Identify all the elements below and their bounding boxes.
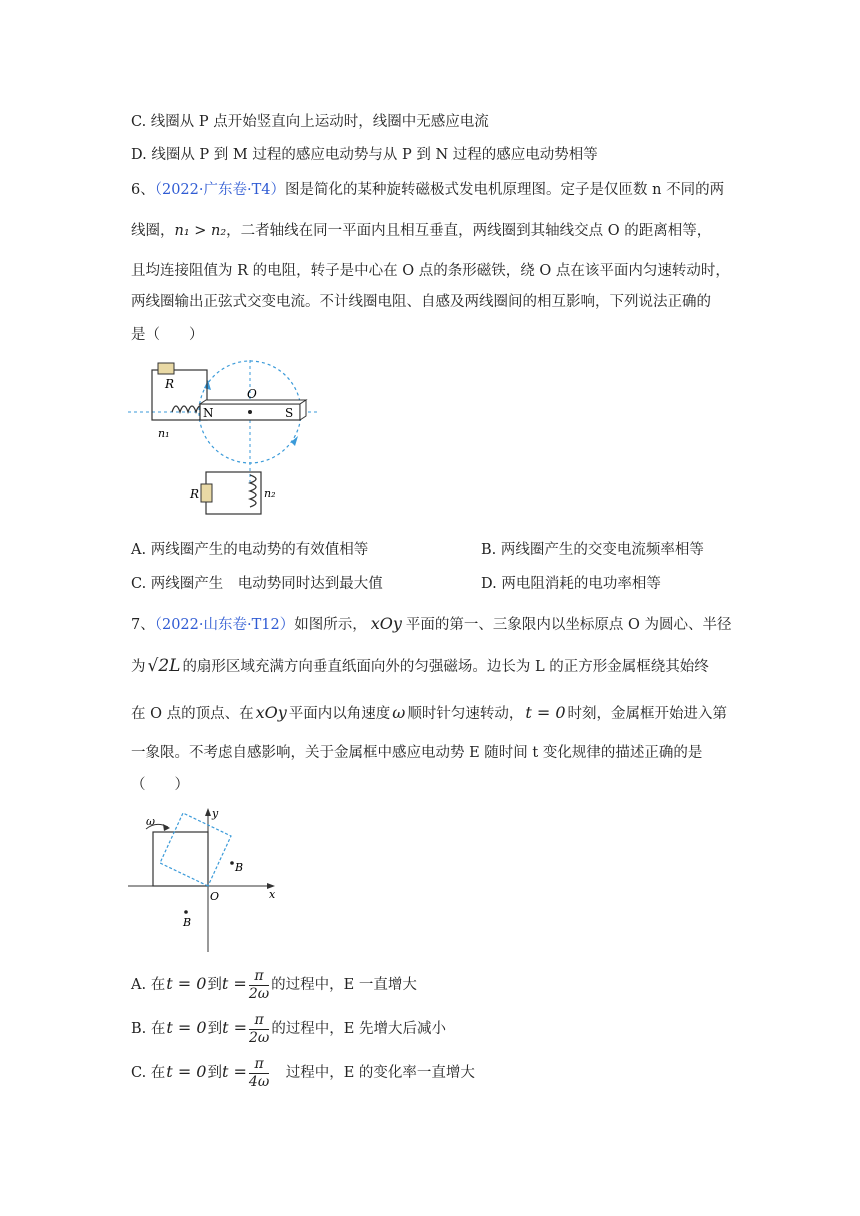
q6-generator-diagram bbox=[128, 360, 328, 520]
label-o: O bbox=[247, 387, 257, 401]
field-dot bbox=[184, 910, 188, 914]
q6-inequality: n₁ > n₂ bbox=[174, 223, 227, 239]
opt-a-prefix: A. 在 bbox=[131, 977, 166, 993]
q7-omega: ω bbox=[392, 703, 406, 722]
opt-c-prefix: C. 在 bbox=[131, 1065, 166, 1081]
q7-plane-2: xOy bbox=[255, 703, 287, 722]
rotation-arrow-icon bbox=[163, 824, 170, 831]
q7-option-c bbox=[131, 1052, 475, 1093]
coil-n2 bbox=[250, 475, 256, 507]
q6-option-a: A. 两线圈产生的电动势的有效值相等 bbox=[131, 542, 369, 558]
opt-c-t: t = bbox=[221, 1062, 247, 1081]
opt-b-prefix: B. 在 bbox=[131, 1021, 166, 1037]
label-n-pole: N bbox=[203, 406, 214, 420]
opt-b-fraction bbox=[249, 1012, 269, 1047]
label-b2: B bbox=[183, 916, 192, 929]
q7-text-2c: 的扇形区域充满方向垂直纸面向外的匀强磁场。边长为 L 的正方形金属框绕其始终 bbox=[182, 659, 709, 675]
opt-a-suffix: 的过程中，E 一直增大 bbox=[271, 977, 417, 993]
q7-text-3e: 顺时针匀速转动， bbox=[407, 706, 524, 722]
q6-line-2 bbox=[131, 221, 711, 241]
resistor-r1 bbox=[158, 363, 174, 374]
q6-number: 6、 bbox=[131, 182, 155, 198]
label-origin: O bbox=[210, 890, 220, 903]
q6-line-3: 且均连接阻值为 R 的电阻，转子是中心在 O 点的条形磁铁，绕 O 点在该平面内匀速转动时， bbox=[131, 263, 730, 279]
q6-text-1: 图是简化的某种旋转磁极式发电机原理图。定子是仅匝数 n 不同的两 bbox=[285, 182, 725, 198]
q6-source: （2022·广东卷·T4） bbox=[154, 182, 286, 198]
q6-option-d: D. 两电阻消耗的电功率相等 bbox=[481, 576, 661, 592]
opt-c-suffix: 过程中，E 的变化率一直增大 bbox=[271, 1065, 475, 1081]
opt-b-t0: t = 0 bbox=[166, 1018, 207, 1037]
opt-c-num: π bbox=[249, 1056, 269, 1074]
label-x: x bbox=[269, 888, 276, 901]
opt-c-to: 到 bbox=[207, 1065, 222, 1081]
opt-c-den: 4ω bbox=[248, 1073, 270, 1090]
q6-text-2a: 线圈， bbox=[131, 223, 175, 239]
q7-text-1a: 如图所示， bbox=[294, 617, 367, 633]
opt-b-t: t = bbox=[222, 1018, 247, 1037]
q7-text-2a: 为 bbox=[131, 659, 146, 675]
q6-line-5: 是（ ） bbox=[131, 327, 204, 343]
q7-rotating-frame-diagram bbox=[128, 805, 288, 955]
opt-a-den: 2ω bbox=[248, 985, 270, 1002]
q7-plane: xOy bbox=[370, 614, 402, 633]
q6-option-c: C. 两线圈产生 电动势同时达到最大值 bbox=[131, 576, 383, 592]
q7-text-3c: 平面内以角速度 bbox=[288, 706, 391, 722]
q7-line-1 bbox=[131, 614, 732, 635]
q7-text-1c: 平面的第一、三象限内以坐标原点 O 为圆心、半径 bbox=[405, 617, 732, 633]
opt-a-to: 到 bbox=[207, 977, 222, 993]
opt-b-num: π bbox=[249, 1012, 269, 1030]
opt-b-den: 2ω bbox=[248, 1029, 270, 1046]
q7-radius: √2L bbox=[147, 656, 181, 676]
q6-text-2c: ，二者轴线在同一平面内且相互垂直，两线圈到其轴线交点 O 的距离相等， bbox=[226, 223, 712, 239]
label-s-pole: S bbox=[285, 406, 294, 420]
q7-line-5: （ ） bbox=[131, 777, 189, 793]
label-y: y bbox=[212, 807, 219, 820]
label-omega: ω bbox=[146, 815, 155, 828]
q7-option-a bbox=[131, 964, 417, 1005]
opt-a-t: t = bbox=[221, 974, 247, 993]
opt-c-fraction bbox=[249, 1056, 269, 1091]
resistor-r2 bbox=[201, 484, 212, 502]
q6-option-b: B. 两线圈产生的交变电流频率相等 bbox=[481, 542, 704, 558]
q5-option-d: D. 线圈从 P 到 M 过程的感应电动势与从 P 到 N 过程的感应电动势相等 bbox=[131, 147, 598, 163]
q7-source: （2022·山东卷·T12） bbox=[154, 617, 295, 633]
q6-line-1 bbox=[131, 180, 724, 200]
q5-option-c: C. 线圈从 P 点开始竖直向上运动时，线圈中无感应电流 bbox=[131, 114, 489, 130]
q7-text-3g: 时刻，金属框开始进入第 bbox=[567, 706, 728, 722]
label-r2: R bbox=[190, 487, 200, 501]
label-n1: n₁ bbox=[158, 427, 170, 440]
label-b1: B bbox=[235, 861, 244, 874]
q7-line-4: 一象限。不考虑自感影响，关于金属框中感应电动势 E 随时间 t 变化规律的描述正确的是 bbox=[131, 745, 703, 761]
q7-number: 7、 bbox=[131, 617, 155, 633]
opt-c-t0: t = 0 bbox=[166, 1062, 207, 1081]
label-r1: R bbox=[165, 377, 175, 391]
opt-a-t0: t = 0 bbox=[166, 974, 207, 993]
label-n2: n₂ bbox=[264, 487, 276, 500]
opt-a-fraction bbox=[249, 968, 269, 1003]
opt-a-num: π bbox=[249, 968, 269, 986]
q7-option-b bbox=[131, 1008, 446, 1049]
y-axis-arrow-icon bbox=[205, 808, 211, 816]
opt-b-to: 到 bbox=[207, 1021, 223, 1037]
field-dot bbox=[230, 861, 234, 865]
q7-line-3 bbox=[131, 703, 727, 724]
rotated-frame-dashed bbox=[160, 813, 231, 886]
q7-t0: t = 0 bbox=[525, 703, 566, 722]
q6-line-4: 两线圈输出正弦式交变电流。不计线圈电阻、自感及两线圈间的相互影响，下列说法正确的 bbox=[131, 294, 711, 310]
q7-text-3a: 在 O 点的顶点、在 bbox=[131, 706, 254, 722]
opt-b-suffix: 的过程中，E 先增大后减小 bbox=[271, 1021, 447, 1037]
q7-line-2 bbox=[131, 656, 709, 677]
